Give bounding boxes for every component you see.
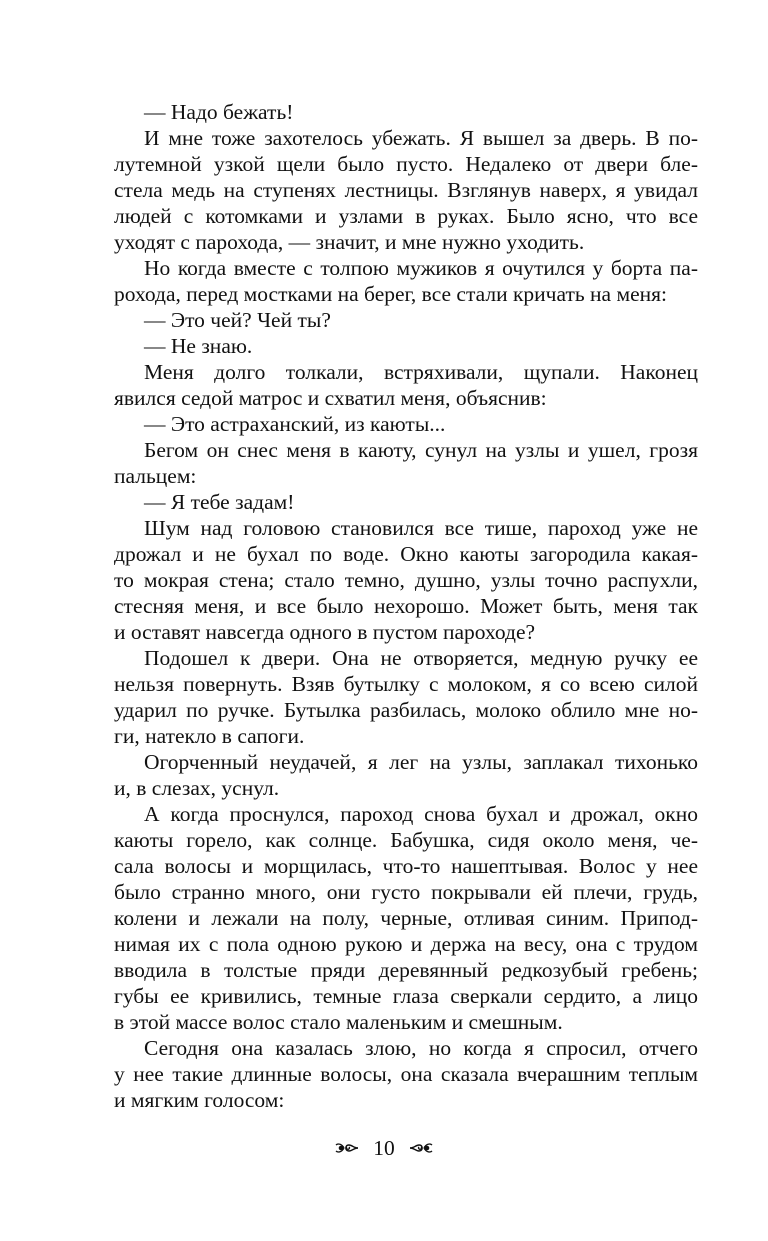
text-line: — Не знаю.: [144, 334, 253, 358]
text-line: ги, натекло в сапоги.: [114, 724, 305, 748]
text-line: рохода, перед мостками на берег, все стали кричать на меня:: [114, 282, 667, 306]
text-line: Подошел к двери. Она не отворяется, медную ручку ее: [144, 646, 698, 670]
text-line: — Это чей? Чей ты?: [144, 308, 331, 332]
text-line: — Это астраханский, из каюты...: [144, 412, 446, 436]
text-line: — Я тебе задам!: [144, 490, 295, 514]
text-line: нельзя повернуть. Взяв бутылку с молоком, я со всею силой: [114, 672, 698, 696]
text-line: и, в слезах, уснул.: [114, 776, 280, 800]
text-line: пальцем:: [114, 464, 197, 488]
page-number: 10: [373, 1136, 395, 1161]
text-line: Шум над головою становился все тише, пароход уже не: [144, 516, 698, 540]
text-line: Меня долго толкали, встряхивали, щупали. Наконец: [144, 360, 698, 384]
text-line: колени и лежали на полу, черные, отливая синим. Припод-: [114, 906, 698, 930]
text-line: стела медь на ступенях лестницы. Взглянув наверх, я увидал: [114, 178, 698, 202]
text-line: Бегом он снес меня в каюту, сунул на узлы и ушел, грозя: [144, 438, 698, 462]
text-line: явился седой матрос и схватил меня, объяснив:: [114, 386, 547, 410]
text-line: лутемной узкой щели было пусто. Недалеко от двери бле-: [114, 152, 698, 176]
text-line: Огорченный неудачей, я лег на узлы, заплакал тихонько: [144, 750, 698, 774]
text-line: Но когда вместе с толпою мужиков я очутился у борта па-: [144, 256, 698, 280]
page-body: [114, 99, 698, 1113]
fleuron-icon: [334, 1140, 360, 1156]
text-line: нимая их с пола одною рукою и держа на весу, она с трудом: [114, 932, 698, 956]
text-line: дрожал и не бухал по воде. Окно каюты загородила какая-: [114, 542, 698, 566]
text-line: И мне тоже захотелось убежать. Я вышел за дверь. В по-: [144, 126, 698, 150]
fleuron-icon: [408, 1140, 434, 1156]
text-line: у нее такие длинные волосы, она сказала вчерашним теплым: [114, 1062, 698, 1086]
page-footer: [0, 1133, 768, 1159]
text-line: ударил по ручке. Бутылка разбилась, молоко облило мне но-: [114, 698, 698, 722]
text-line: Сегодня она казалась злою, но когда я спросил, отчего: [144, 1036, 698, 1060]
text-line: в этой массе волос стало маленьким и смешным.: [114, 1010, 563, 1034]
text-line: уходят с парохода, — значит, и мне нужно уходить.: [114, 230, 585, 254]
text-line: и мягким голосом:: [114, 1088, 285, 1112]
text-line: А когда проснулся, пароход снова бухал и дрожал, окно: [144, 802, 698, 826]
text-line: каюты горело, как солнце. Бабушка, сидя около меня, че-: [114, 828, 698, 852]
text-line: и оставят навсегда одного в пустом пароходе?: [114, 620, 536, 644]
text-line: людей с котомками и узлами в руках. Было ясно, что все: [114, 204, 698, 228]
text-line: стесняя меня, и все было нехорошо. Может быть, меня так: [114, 594, 698, 618]
text-line: губы ее кривились, темные глаза сверкали сердито, а лицо: [114, 984, 698, 1008]
text-line: то мокрая стена; стало темно, душно, узлы точно распухли,: [114, 568, 698, 592]
text-line: вводила в толстые пряди деревянный редкозубый гребень;: [114, 958, 698, 982]
text-line: было странно много, они густо покрывали ей плечи, грудь,: [114, 880, 698, 904]
text-line: — Надо бежать!: [144, 100, 294, 124]
text-line: сала волосы и морщилась, что-то нашептывая. Волос у нее: [114, 854, 698, 878]
